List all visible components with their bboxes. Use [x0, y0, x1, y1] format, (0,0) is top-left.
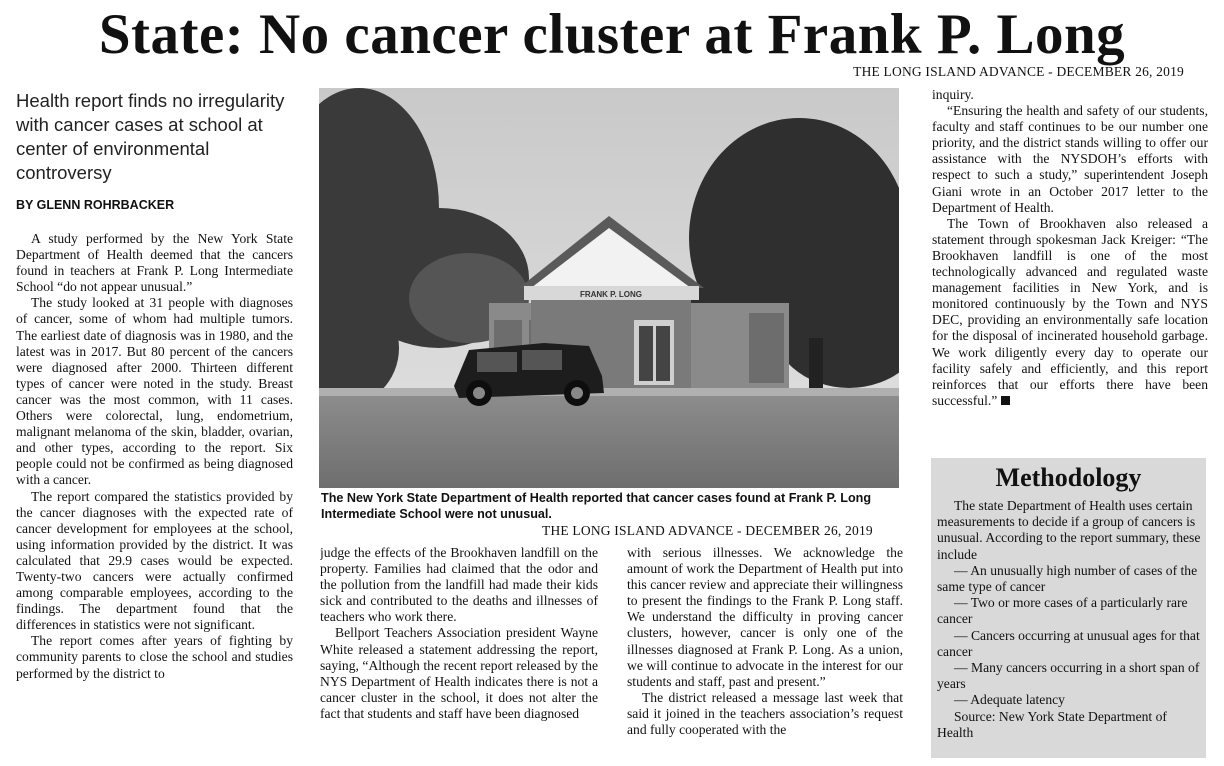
building-sign: FRANK P. LONG — [579, 290, 643, 299]
methodology-title: Methodology — [995, 463, 1142, 492]
methodology-line: — Cancers occurring at unusual ages for that cancer — [937, 627, 1200, 659]
methodology-line: — Adequate latency — [954, 692, 1065, 708]
methodology-line: — Many cancers occurring in a short span of years — [937, 660, 1200, 692]
paragraph: The study looked at 31 people with diagnoses of cancer, some of whom had multiple tumors. The earliest date of diagnosis was in 1980, and the latest was in 2017. But 80 percent of the cancers were diagnosed after 2000. Thirteen different types of cancer were noted in the study. Breast cancer was the most common, with 11 cases. Others were colorectal, lung, endometrium, malignant melanoma of the skin, bladder, ovarian, and other types, according to the report. Six people could not be confirmed as being diagnosed with a cancer. — [16, 295, 293, 488]
headline: State: No cancer cluster at Frank P. Long — [98, 3, 1126, 66]
article-column-1 — [16, 231, 293, 766]
article-column-2 — [320, 545, 598, 766]
methodology-box — [931, 458, 1206, 758]
article-column-3 — [627, 545, 903, 766]
paragraph: The report compared the statistics provided by the cancer diagnoses with the expected rate of cancer development for employees at the school, using information provided by the district. It was calculated that 29.9 cases would be expected. Twenty-two cancers were actually confirmed among comparable employees, according to the findings. The department found that the differences in statistics were not significant. — [16, 488, 293, 633]
dateline: THE LONG ISLAND ADVANCE - DECEMBER 26, 2019 — [853, 64, 1184, 79]
paragraph: A study performed by the New York State Department of Health deemed that the cancers found in teachers at Frank P. Long Intermediate School “do not appear unusual.” — [16, 231, 293, 295]
methodology-line: — Two or more cases of a particularly rare cancer — [937, 595, 1188, 627]
paragraph: The district released a message last week that said it joined in the teachers association’s request and fully cooperated with the — [627, 689, 903, 738]
article-column-4 — [932, 87, 1208, 452]
end-mark-icon — [1001, 396, 1010, 405]
paragraph: Bellport Teachers Association president Wayne White released a statement addressing the report, saying, “Although the recent report released by the NYS Department of Health indicates there is not a cancer cluster in the school, it does not alter the fact that students and staff have been diagnosed — [320, 625, 598, 721]
paragraph — [932, 216, 1208, 409]
methodology-line: — An unusually high number of cases of the same type of cancer — [937, 562, 1198, 595]
paragraph: The report comes after years of fighting by community parents to close the school and studies performed by the district to — [16, 633, 293, 681]
methodology-body — [937, 498, 1201, 741]
byline: BY GLENN ROHRBACKER — [16, 198, 175, 212]
paragraph: with serious illnesses. We acknowledge the amount of work the Department of Health put into this cancer review and appreciate their willingness to present the findings to the Frank P. Long staff. We understand the difficulty in proving cancer clusters, however, cancer is only one of the illnesses diagnosed at Frank P. Long. As a union, we will continue to advocate in the interest for our students and staff, past and present.” — [627, 545, 903, 689]
paragraph: judge the effects of the Brookhaven landfill on the property. Families had claimed that the odor and the pollution from the landfill had made their kids sick and contributed to the deaths and illnesses of teachers who work there. — [320, 545, 598, 625]
paragraph: inquiry. — [932, 87, 974, 102]
paragraph: “Ensuring the health and safety of our students, faculty and staff continues to be our number one priority, and the district stands willing to offer our assistance with the NYSDOH’s efforts with respect to such a study,” superintendent Joseph Giani wrote in an October 2017 letter to the Department of Health. — [932, 103, 1208, 215]
photo-caption: The New York State Department of Health reported that cancer cases found at Frank P. Long Intermediate School were not unusual. — [321, 491, 872, 521]
photo-dateline: THE LONG ISLAND ADVANCE - DECEMBER 26, 2019 — [542, 523, 873, 538]
subhead: Health report finds no irregularity with cancer cases at school at center of environmental controversy — [16, 90, 285, 183]
methodology-line: Source: New York State Department of Health — [937, 708, 1167, 740]
methodology-line: The state Department of Health uses certain measurements to decide if a group of cancers is unusual. According to the report summary, these include — [937, 498, 1201, 562]
school-photo — [319, 88, 899, 488]
paragraph-text: The Town of Brookhaven also released a statement through spokesman Jack Kreiger: “The Brookhaven landfill is one of the most technologically advanced and regulated waste management facilities in New York, and is monitored continuously by the Town and NYS DEC, providing an environmentally safe location for the disposal of incinerated household garbage. We work diligently every day to operate our facility safely and efficiently, and this report reinforces that our efforts there have been successful.” — [932, 215, 1208, 408]
